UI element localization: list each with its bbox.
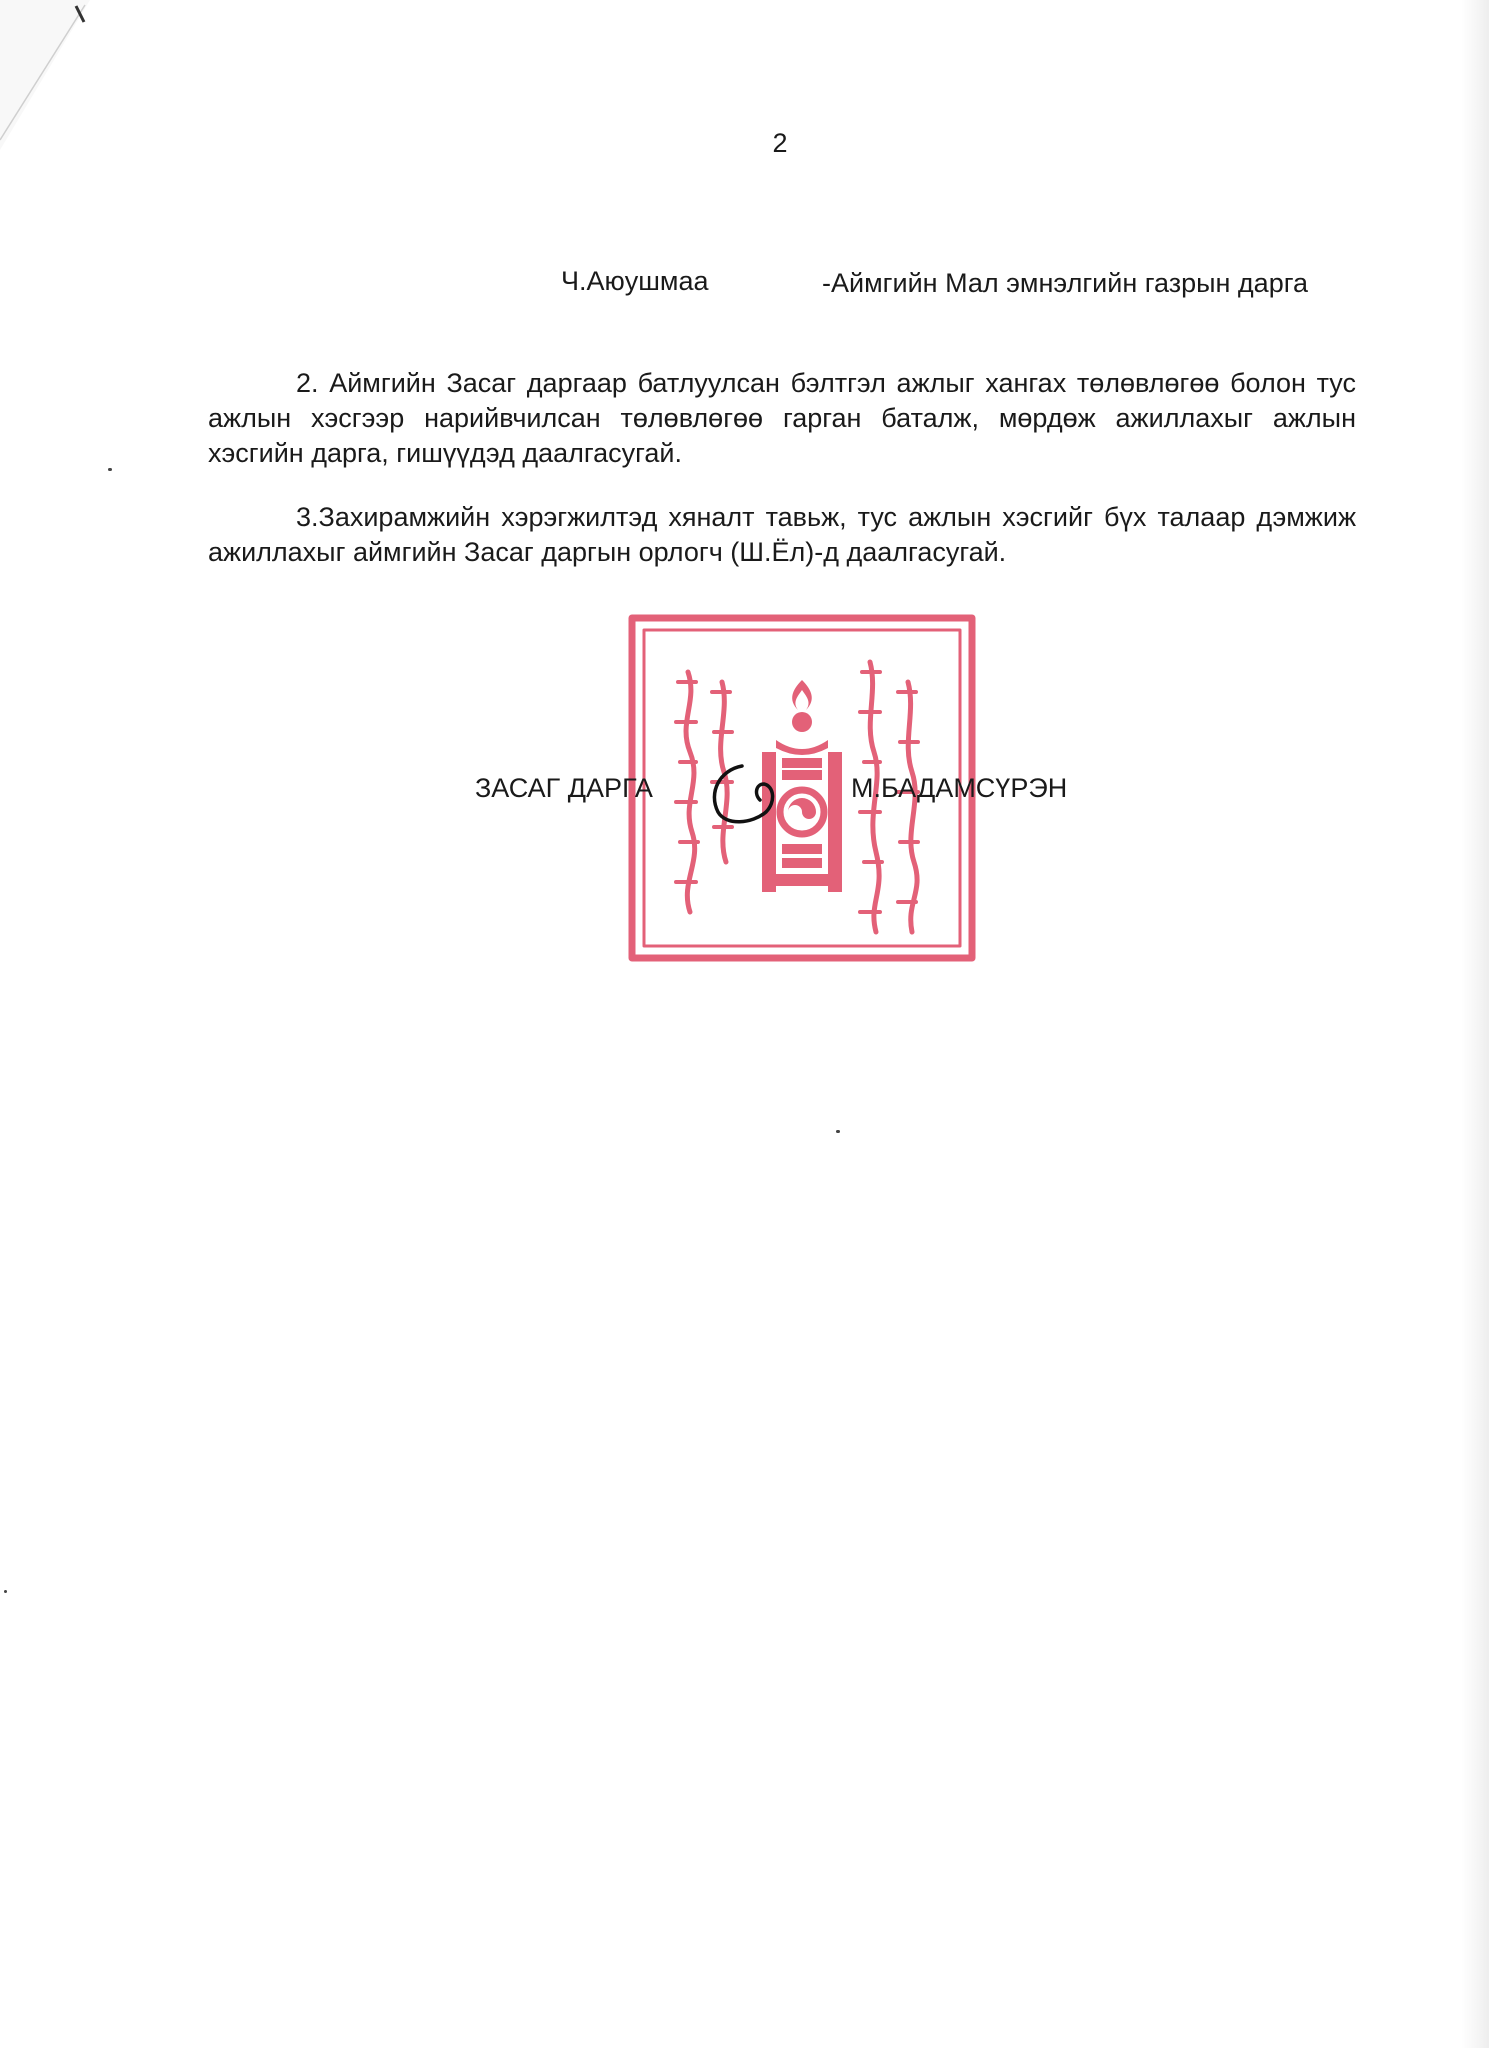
corner-fold-icon <box>0 0 100 150</box>
paragraph-3: 3.Захирамжийн хэрэгжилтэд хяналт тавьж, тус ажлын хэсгийг бүх талаар дэмжиж ажиллахыг аймгийн Засаг даргын орлогч (Ш.Ёл)-д даалгасугай. <box>208 502 1356 567</box>
signatory-name: М.БАДАМСҮРЭН <box>851 773 1068 803</box>
paragraph-2: 2. Аймгийн Засаг даргаар батлуулсан бэлтгэл ажлыг хангах төлөвлөгөө болон тус ажлын хэсгээр нарийвчилсан төлөвлөгөө гарган баталж, мөрдөж ажиллахыг ажлын хэсгийн дарга, гишүүдэд даалгасугай. <box>208 368 1356 468</box>
scan-speck <box>836 1130 840 1133</box>
member-name: Ч.Аюушмаа <box>561 266 709 296</box>
scan-speck <box>4 1590 7 1593</box>
scan-speck <box>108 468 112 471</box>
member-role: -Аймгийн Мал эмнэлгийн газрын дарга <box>822 268 1308 298</box>
signature-title: ЗАСАГ ДАРГА <box>475 773 653 803</box>
handwritten-signature-icon <box>700 756 790 828</box>
page-number: 2 <box>772 128 788 158</box>
scan-edge-shadow <box>1461 0 1489 2048</box>
